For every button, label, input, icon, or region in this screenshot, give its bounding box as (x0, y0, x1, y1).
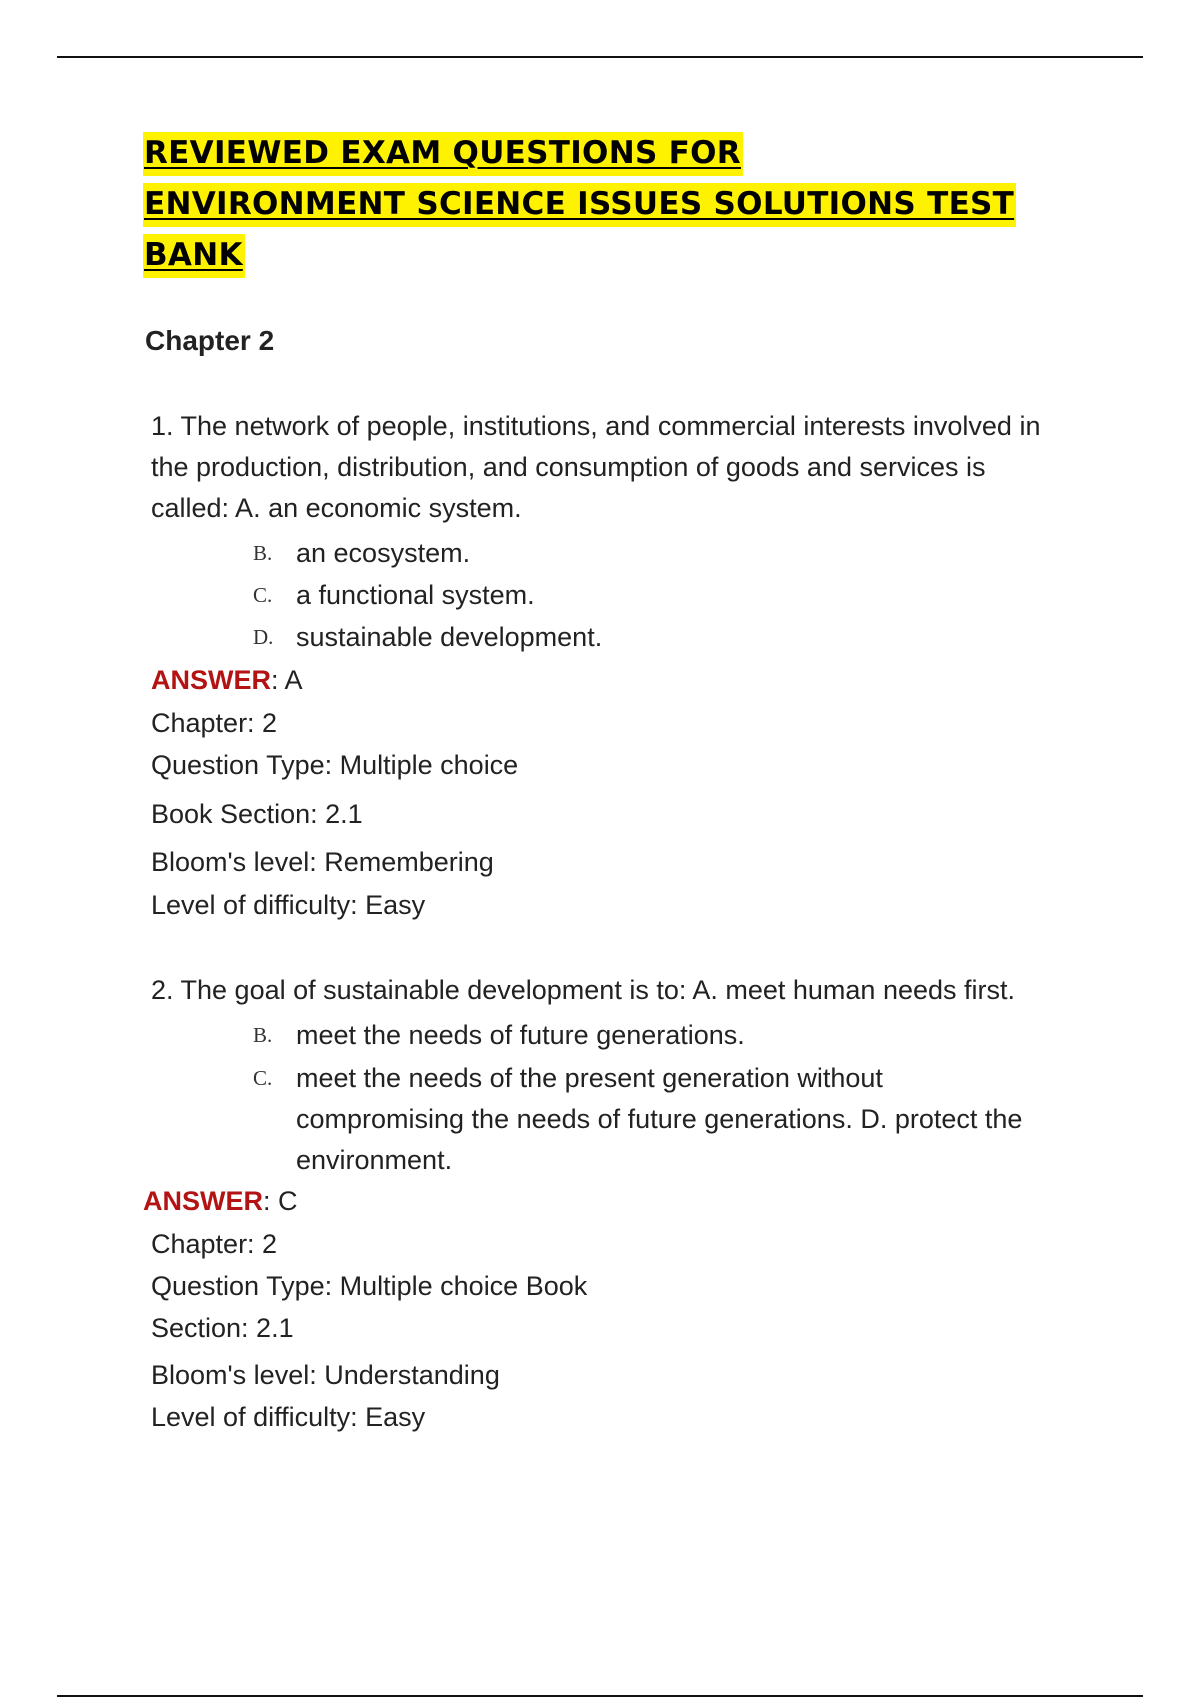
question-1-answer (151, 663, 303, 697)
title-line-2: ENVIRONMENT SCIENCE ISSUES SOLUTIONS TEST (143, 183, 1016, 227)
question-1-section: Book Section: 2.1 (151, 799, 363, 829)
question-1-stem-line: 1. The network of people, institutions, and commercial interests involved in (151, 411, 1041, 441)
question-1-option-d (253, 617, 1043, 658)
option-letter: C. (253, 583, 273, 607)
option-text: sustainable development. (296, 622, 603, 652)
question-1-option-c (253, 575, 1043, 616)
question-1-stem (151, 406, 1071, 529)
question-1-type: Question Type: Multiple choice (151, 750, 519, 780)
question-1-blooms: Bloom's level: Remembering (151, 847, 494, 877)
question-2-type: Question Type: Multiple choice Book (151, 1271, 588, 1301)
option-text: meet the needs of future generations. (296, 1020, 745, 1050)
answer-label: ANSWER (151, 665, 271, 695)
bottom-rule (57, 1695, 1143, 1697)
question-1-option-b (253, 533, 1043, 574)
question-2-difficulty: Level of difficulty: Easy (151, 1402, 426, 1432)
question-1-stem-line: called: A. an economic system. (151, 493, 522, 523)
answer-value: : A (271, 665, 303, 695)
answer-label: ANSWER (143, 1186, 263, 1216)
question-2-option-c (253, 1058, 1023, 1181)
question-2-option-b (253, 1015, 1043, 1056)
option-letter: D. (253, 625, 274, 649)
question-2-answer (143, 1184, 298, 1218)
option-letter: B. (253, 1023, 273, 1047)
title-line-3: BANK (143, 234, 245, 278)
top-rule (57, 56, 1143, 58)
question-1-difficulty: Level of difficulty: Easy (151, 890, 426, 920)
question-2-blooms: Bloom's level: Understanding (151, 1360, 500, 1390)
question-2-section: Section: 2.1 (151, 1313, 294, 1343)
question-1-stem-line: the production, distribution, and consumption of goods and services is (151, 452, 986, 482)
question-2-stem-line: 2. The goal of sustainable development is to: A. meet human needs first. (151, 975, 1016, 1005)
question-2-chapter: Chapter: 2 (151, 1229, 278, 1259)
option-text: a functional system. (296, 580, 535, 610)
document-title (143, 132, 1103, 285)
question-2-stem (151, 970, 1071, 1011)
title-line-1: REVIEWED EXAM QUESTIONS FOR (143, 132, 743, 176)
answer-value: : C (263, 1186, 298, 1216)
chapter-heading: Chapter 2 (145, 325, 275, 356)
option-text: an ecosystem. (296, 538, 471, 568)
option-letter: B. (253, 541, 273, 565)
option-letter: C. (253, 1066, 273, 1090)
question-1-chapter: Chapter: 2 (151, 708, 278, 738)
option-text: meet the needs of the present generation without compromising the needs of future generations. D. protect the environment. (296, 1063, 1023, 1175)
